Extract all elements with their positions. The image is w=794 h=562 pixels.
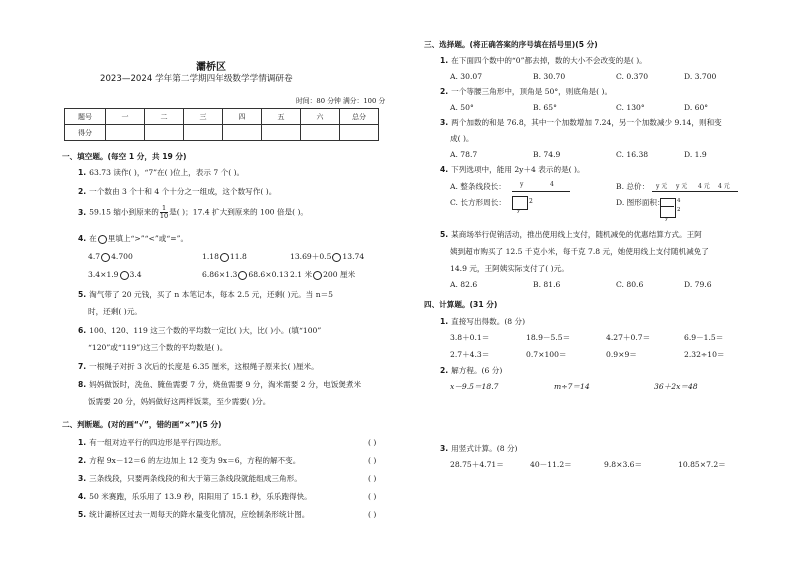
- s1-q2: [78, 187, 276, 197]
- s3-q5-line2: 姨到超市购买了 12.5 千克小米，每千克 7.8 元，她使用线上支付随机减免了: [450, 247, 709, 256]
- option[interactable]: D. 图形面积：: [616, 198, 665, 207]
- compare-right: 68.6×0.13: [248, 270, 289, 279]
- question-number: 4.: [78, 492, 87, 501]
- calc-item: 3.8＋0.1＝: [450, 333, 490, 342]
- district-title: 灞桥区: [196, 62, 226, 73]
- option[interactable]: A. 30.07: [450, 72, 483, 81]
- option[interactable]: B. 30.70: [533, 72, 566, 81]
- question-number: 1.: [78, 438, 87, 447]
- option[interactable]: A. 整条线段长：: [450, 182, 506, 191]
- option[interactable]: B. 65°: [533, 103, 557, 112]
- segment-diagram-a: [512, 191, 570, 192]
- compare-right: 200 厘米: [323, 270, 356, 279]
- option[interactable]: C. 130°: [616, 103, 645, 112]
- option[interactable]: B. 总价：: [616, 182, 650, 191]
- s1-q8: [78, 380, 361, 390]
- s1-q6-line2: “120”或“119”)这三个数的平均数是( )。: [88, 343, 228, 352]
- vertical-calc-item: 9.8×3.6＝: [604, 460, 643, 469]
- compare-item: [88, 270, 142, 280]
- question-number: 2.: [440, 366, 449, 375]
- score-cell: 五: [262, 109, 301, 125]
- question-text: 63.73 读作( )，“7”在( )位上，表示 7 个( )。: [89, 168, 245, 177]
- question-text: 里填上“>”“<”或“=”。: [107, 234, 189, 243]
- answer-circle[interactable]: [220, 253, 229, 262]
- option[interactable]: B. 81.6: [533, 280, 561, 289]
- calc-item: 6.9－1.5＝: [684, 333, 724, 342]
- section2-heading: 二、判断题。(对的画“√”，错的画“×”)(5 分): [62, 420, 222, 429]
- option[interactable]: B. 74.9: [533, 150, 561, 159]
- option[interactable]: A. 50°: [450, 103, 474, 112]
- s3-q5-line3: 14.9 元，王阿姨实际支付了( )元。: [450, 264, 569, 273]
- fraction: [160, 205, 168, 220]
- question-number: 3.: [78, 207, 87, 217]
- compare-item: [202, 252, 247, 262]
- segment-diagram-b: [652, 191, 738, 192]
- exam-title: 2023—2024 学年第二学期四年级数学学情调研卷: [100, 74, 293, 84]
- score-cell: 得分: [65, 125, 106, 141]
- calc-item: 18.9－5.5＝: [526, 333, 571, 342]
- compare-right: 11.8: [229, 252, 247, 261]
- question-text: 方程 9x－12＝6 的左边加上 12 变为 9x＝6，方程的解不变。: [89, 456, 301, 465]
- calc-item: 0.7×100＝: [526, 350, 567, 359]
- answer-circle[interactable]: [238, 271, 247, 280]
- judge-answer-slot[interactable]: ( ): [368, 474, 377, 483]
- s1-q5-line2: 时，还剩( )元。: [88, 307, 142, 316]
- option[interactable]: A. 82.6: [450, 280, 478, 289]
- s3-q5: [440, 230, 702, 240]
- question-text: 一个等腰三角形中，顶角是 50°，则底角是( )。: [451, 87, 613, 96]
- judge-answer-slot[interactable]: ( ): [368, 456, 377, 465]
- s1-q6: [78, 326, 321, 336]
- question-text: 一个数由 3 个十和 4 个十分之一组成，这个数写作( )。: [89, 187, 277, 196]
- compare-item: [88, 252, 133, 262]
- rectangle-diagram-d: [660, 198, 676, 218]
- question-text: 某商场举行促销活动，推出使用线上支付，随机减免的优惠结算方式。王阿: [451, 230, 702, 239]
- s4-q1: [440, 317, 525, 327]
- question-text: 有一组对边平行的四边形是平行四边形。: [89, 438, 226, 447]
- s4-q3: [440, 444, 518, 454]
- question-text: 统计灞桥区过去一周每天的降水量变化情况，应绘制条形统计图。: [89, 510, 310, 519]
- option[interactable]: C. 16.38: [616, 150, 649, 159]
- s4-q2: [440, 366, 502, 376]
- vertical-calc-item: 40－11.2＝: [530, 460, 572, 469]
- question-text: 50 米赛跑，乐乐用了 13.9 秒，阳阳用了 15.1 秒，乐乐跑得快。: [89, 492, 312, 501]
- question-number: 2.: [78, 187, 87, 196]
- question-number: 3.: [440, 444, 449, 453]
- score-input-cell[interactable]: [223, 125, 262, 141]
- question-number: 5.: [78, 290, 87, 299]
- segment-label: y: [520, 181, 524, 188]
- score-cell: 六: [301, 109, 340, 125]
- calc-item: 0.9×9＝: [606, 350, 637, 359]
- compare-left: 4.7: [88, 252, 101, 261]
- question-text: 妈妈做饭时，洗鱼、腌鱼需要 7 分，烧鱼需要 9 分，淘米需要 2 分，电饭煲煮米: [89, 380, 362, 389]
- calc-item: 4.27＋0.7＝: [606, 333, 651, 342]
- score-input-cell[interactable]: [262, 125, 301, 141]
- segment-label: 4: [550, 181, 554, 188]
- vertical-calc-item: 28.75＋4.71＝: [450, 460, 504, 469]
- compare-left: 3.4×1.9: [88, 270, 119, 279]
- question-text: 59.15 缩小到原来的: [89, 207, 159, 217]
- question-number: 8.: [78, 380, 87, 389]
- question-number: 7.: [78, 362, 87, 371]
- compare-left: 6.86×1.3: [202, 270, 238, 279]
- segment-label: 4 元: [698, 183, 710, 190]
- time-score-info: 时间：80 分钟 满分：100 分: [296, 97, 386, 105]
- question-text: 三条线段，只要两条线段的和大于第三条线段就能组成三角形。: [89, 474, 302, 483]
- compare-item: [290, 270, 355, 280]
- section3-heading: 三、选择题。(将正确答案的序号填在括号里)(5 分): [424, 40, 598, 49]
- segment-label: 4 元: [718, 183, 730, 190]
- fraction-numerator: 1: [160, 205, 168, 213]
- equation-item: x－9.5＝18.7: [450, 382, 499, 391]
- score-input-cell[interactable]: [145, 125, 184, 141]
- score-input-cell[interactable]: [184, 125, 223, 141]
- option[interactable]: D. 1.9: [684, 150, 707, 159]
- question-number: 5.: [440, 230, 449, 239]
- compare-left: 1.18: [202, 252, 219, 261]
- answer-circle[interactable]: [120, 271, 129, 280]
- option[interactable]: C. 0.370: [616, 72, 649, 81]
- judge-item: [78, 510, 309, 520]
- judge-answer-slot[interactable]: ( ): [368, 510, 377, 519]
- answer-circle[interactable]: [332, 253, 341, 262]
- compare-right: 13.74: [342, 252, 365, 261]
- compare-circle-icon: [98, 235, 107, 244]
- question-text: 在: [89, 234, 97, 243]
- section4-heading: 四、计算题。(31 分): [424, 300, 498, 309]
- score-cell: 三: [184, 109, 223, 125]
- question-number: 6.: [78, 326, 87, 335]
- option[interactable]: D. 79.6: [684, 280, 712, 289]
- judge-answer-slot[interactable]: ( ): [368, 438, 377, 447]
- question-text: 淘气带了 20 元钱，买了 n 本笔记本，每本 2.5 元，还剩( )元。当 n＝5: [89, 290, 334, 299]
- judge-item: [78, 492, 312, 502]
- question-number: 3.: [440, 118, 449, 127]
- s3-q1: [440, 56, 647, 66]
- s1-q3: [78, 205, 308, 220]
- score-table-header-row: [65, 109, 379, 125]
- vertical-calc-item: 10.85×7.2＝: [678, 460, 726, 469]
- s3-q3: [440, 118, 722, 128]
- s1-q1: [78, 168, 244, 178]
- option[interactable]: A. 78.7: [450, 150, 478, 159]
- equation-item: 36＋2x＝48: [654, 382, 698, 391]
- option[interactable]: D. 60°: [684, 103, 709, 112]
- judge-item: [78, 474, 302, 484]
- score-input-cell[interactable]: [106, 125, 145, 141]
- question-text: 下列选项中，能用 2y＋4 表示的是( )。: [451, 165, 585, 174]
- judge-item: [78, 438, 226, 448]
- calc-item: 2.32÷10＝: [684, 350, 725, 359]
- calc-item: 2.7＋4.3＝: [450, 350, 490, 359]
- compare-item: [202, 270, 289, 280]
- rect-label: y: [665, 216, 669, 222]
- s1-q4: [78, 234, 188, 244]
- score-table-score-row: [65, 125, 379, 141]
- question-text: 在下面四个数中的“0”都去掉，数的大小不会改变的是( )。: [451, 56, 647, 65]
- question-text: 100、120、119 这三个数的平均数一定比( )大，比( )小。(填“100”: [89, 326, 322, 335]
- score-cell: 二: [145, 109, 184, 125]
- compare-left: 2.1 米: [290, 270, 313, 279]
- question-number: 1.: [78, 168, 87, 177]
- question-number: 2.: [440, 87, 449, 96]
- compare-right: 4.700: [111, 252, 133, 261]
- score-input-cell[interactable]: [340, 125, 379, 141]
- question-text: 两个加数的和是 76.8，其中一个加数增加 7.24，另一个加数减少 9.14，则和变: [451, 118, 722, 127]
- segment-label: y 元: [656, 183, 668, 190]
- section1-heading: 一、填空题。(每空 1 分，共 19 分): [62, 152, 187, 161]
- question-text: 用竖式计算。(8 分): [451, 444, 518, 453]
- option[interactable]: C. 80.6: [616, 280, 644, 289]
- rect-label: 2: [529, 198, 533, 205]
- question-text: 是( )；17.4 扩大到原来的 100 倍是( )。: [169, 207, 309, 217]
- question-text: 一根绳子对折 3 次后的长度是 6.35 厘米，这根绳子原来长( )厘米。: [89, 362, 319, 371]
- answer-circle[interactable]: [101, 253, 110, 262]
- rect-label: y: [517, 208, 521, 214]
- score-cell: 四: [223, 109, 262, 125]
- rect-divider: [660, 206, 674, 207]
- judge-answer-slot[interactable]: ( ): [368, 492, 377, 501]
- fraction-denominator: 10: [159, 212, 169, 220]
- question-number: 1.: [440, 56, 449, 65]
- question-number: 3.: [78, 474, 87, 483]
- s1-q8-line2: 饭需要 20 分，妈妈做好这两样饭菜，至少需要( )分。: [88, 397, 271, 406]
- equation-item: m÷7＝14: [554, 382, 590, 391]
- score-cell: 题号: [65, 109, 106, 125]
- score-input-cell[interactable]: [301, 125, 340, 141]
- compare-right: 3.4: [129, 270, 142, 279]
- s1-q5: [78, 290, 333, 300]
- option[interactable]: D. 3.700: [684, 72, 717, 81]
- answer-circle[interactable]: [313, 271, 322, 280]
- rect-label: 4: [677, 198, 681, 204]
- question-number: 2.: [78, 456, 87, 465]
- question-number: 1.: [440, 317, 449, 326]
- compare-item: [290, 252, 364, 262]
- s3-q2: [440, 87, 612, 97]
- option[interactable]: C. 长方形周长：: [450, 198, 506, 207]
- s3-q3-line2: 成( )。: [450, 134, 474, 143]
- question-number: 4.: [78, 234, 87, 243]
- score-cell: 一: [106, 109, 145, 125]
- question-number: 5.: [78, 510, 87, 519]
- question-number: 4.: [440, 165, 449, 174]
- rect-label: 2: [677, 207, 681, 213]
- judge-item: [78, 456, 300, 466]
- score-cell: 总分: [340, 109, 379, 125]
- segment-label: y 元: [676, 183, 688, 190]
- score-table: [64, 108, 379, 141]
- s1-q7: [78, 362, 319, 372]
- question-text: 解方程。(6 分): [451, 366, 503, 375]
- compare-left: 13.69＋0.5: [290, 252, 332, 261]
- s3-q4: [440, 165, 585, 175]
- question-text: 直接写出得数。(8 分): [451, 317, 526, 326]
